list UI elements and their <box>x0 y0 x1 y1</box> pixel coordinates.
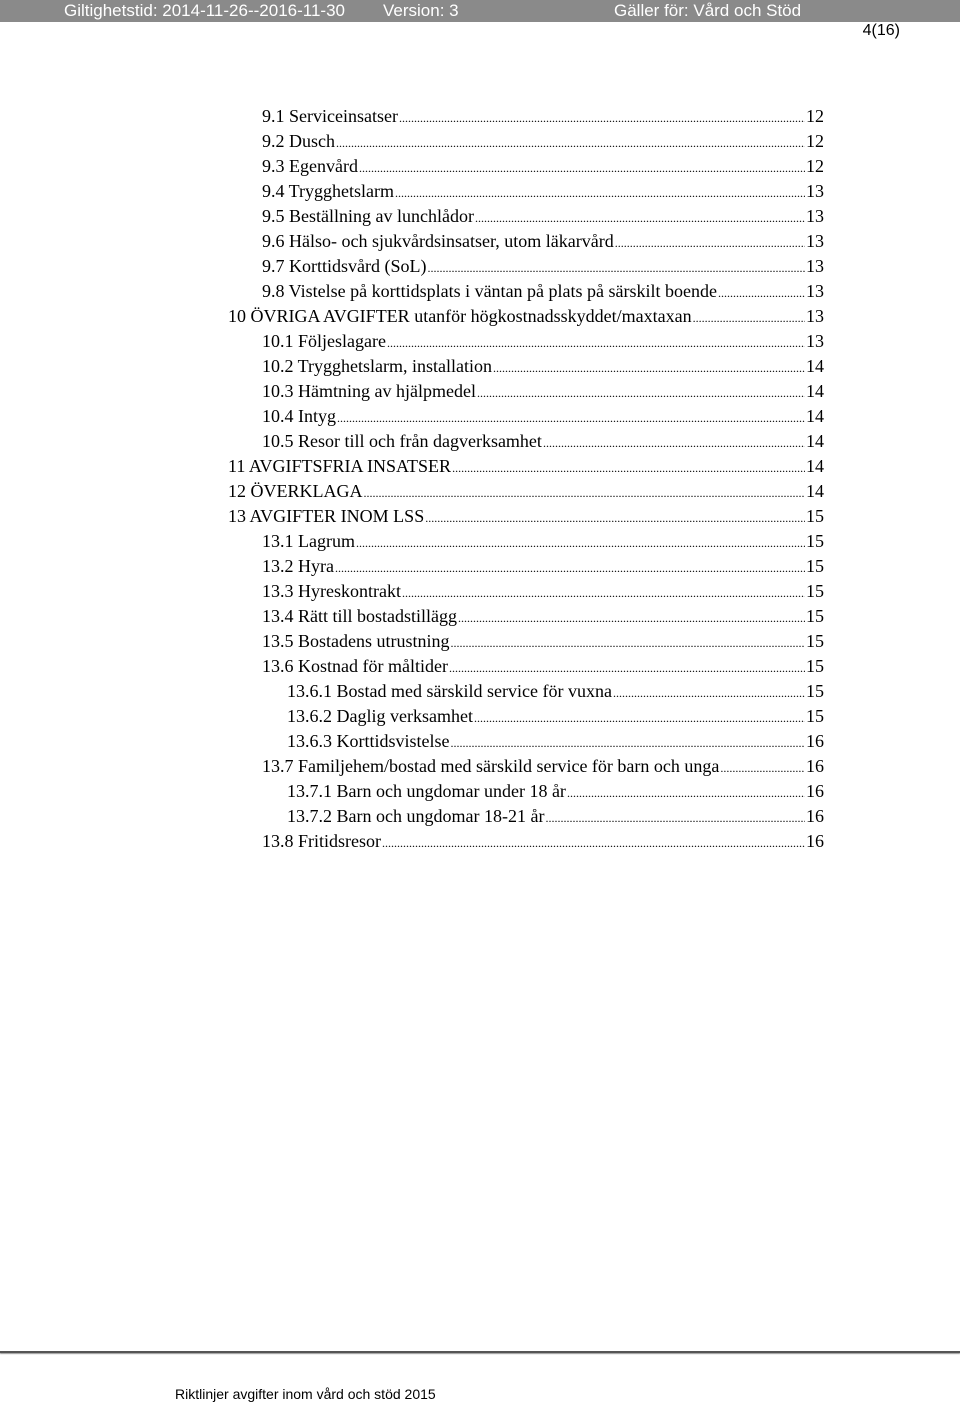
toc-entry-title: 13.7.2 Barn och ungdomar 18-21 år <box>287 806 545 826</box>
toc-entry-page: 15 <box>806 506 824 526</box>
toc-dot-leader <box>451 731 806 756</box>
toc-entry-page: 16 <box>806 731 824 751</box>
toc-entry-page: 15 <box>806 631 824 651</box>
toc-entry-page: 14 <box>806 356 824 376</box>
footer-divider <box>0 1351 960 1353</box>
toc-dot-leader <box>452 456 805 481</box>
toc-dot-leader <box>613 681 805 706</box>
toc-entry-page: 13 <box>806 231 824 251</box>
toc-dot-leader <box>493 356 805 381</box>
toc-dot-leader <box>543 431 805 456</box>
toc-entry[interactable] <box>228 454 824 479</box>
toc-entry[interactable] <box>287 679 824 704</box>
toc-entry-page: 16 <box>806 806 824 826</box>
toc-dot-leader <box>382 831 805 856</box>
toc-entry-page: 14 <box>806 481 824 501</box>
version-label: Version: 3 <box>383 1 459 20</box>
toc-entry-title: 13.8 Fritidsresor <box>262 831 381 851</box>
toc-entry-title: 13.6.3 Korttidsvistelse <box>287 731 450 751</box>
toc-entry-title: 10.2 Trygghetslarm, installation <box>262 356 493 376</box>
toc-dot-leader <box>567 781 805 806</box>
toc-entry-title: 13.2 Hyra <box>262 556 334 576</box>
toc-entry-page: 12 <box>806 131 824 151</box>
toc-entry[interactable] <box>228 304 824 329</box>
toc-dot-leader <box>718 281 805 306</box>
toc-dot-leader <box>449 656 805 681</box>
toc-dot-leader <box>474 706 805 731</box>
validity-period: Giltighetstid: 2014-11-26--2016-11-30 <box>64 1 345 20</box>
toc-entry[interactable] <box>262 579 824 604</box>
toc-entry-title: 13.6 Kostnad för måltider <box>262 656 448 676</box>
toc-dot-leader <box>545 806 805 831</box>
toc-dot-leader <box>451 631 806 656</box>
toc-entry-title: 9.5 Beställning av lunchlådor <box>262 206 474 226</box>
toc-entry-title: 12 ÖVERKLAGA <box>228 481 363 501</box>
toc-entry[interactable] <box>262 429 824 454</box>
toc-entry-page: 15 <box>806 606 824 626</box>
toc-entry[interactable] <box>262 379 824 404</box>
toc-entry-page: 16 <box>806 781 824 801</box>
toc-entry[interactable] <box>262 829 824 854</box>
toc-entry[interactable] <box>287 729 824 754</box>
toc-entry[interactable] <box>262 554 824 579</box>
toc-entry-title: 13.6.2 Daglig verksamhet <box>287 706 473 726</box>
toc-entry-page: 14 <box>806 456 824 476</box>
toc-entry[interactable] <box>287 704 824 729</box>
toc-entry-page: 15 <box>806 681 824 701</box>
toc-entry-title: 9.4 Trygghetslarm <box>262 181 395 201</box>
toc-entry[interactable] <box>287 779 824 804</box>
toc-entry-title: 10.1 Följeslagare <box>262 331 386 351</box>
toc-entry-title: 13.1 Lagrum <box>262 531 355 551</box>
toc-entry-page: 15 <box>806 656 824 676</box>
toc-entry-page: 16 <box>806 831 824 851</box>
toc-entry-page: 13 <box>806 331 824 351</box>
toc-entry[interactable] <box>262 354 824 379</box>
toc-dot-leader <box>395 181 805 206</box>
toc-entry-title: 9.7 Korttidsvård (SoL) <box>262 256 427 276</box>
toc-entry[interactable] <box>262 629 824 654</box>
toc-entry[interactable] <box>262 754 824 779</box>
toc-entry[interactable] <box>262 104 824 129</box>
toc-dot-leader <box>387 331 805 356</box>
toc-entry[interactable] <box>262 654 824 679</box>
toc-dot-leader <box>399 106 805 131</box>
toc-dot-leader <box>402 581 805 606</box>
toc-entry-title: 10.5 Resor till och från dagverksamhet <box>262 431 542 451</box>
toc-entry[interactable] <box>262 154 824 179</box>
toc-dot-leader <box>336 131 805 156</box>
footer-text: Riktlinjer avgifter inom vård och stöd 2015 <box>175 1386 436 1402</box>
toc-dot-leader <box>720 756 805 781</box>
toc-entry-title: 13.7.1 Barn och ungdomar under 18 år <box>287 781 566 801</box>
toc-dot-leader <box>364 481 806 506</box>
toc-entry-page: 14 <box>806 431 824 451</box>
toc-entry-page: 15 <box>806 706 824 726</box>
toc-entry-title: 10 ÖVRIGA AVGIFTER utanför högkostnadsskyddet/maxtaxan <box>228 306 692 326</box>
toc-dot-leader <box>477 381 805 406</box>
page-number: 4(16) <box>862 22 900 39</box>
toc-dot-leader <box>425 506 805 531</box>
toc-dot-leader <box>337 406 805 431</box>
toc-dot-leader <box>693 306 805 331</box>
toc-entry[interactable] <box>262 129 824 154</box>
toc-entry-title: 10.4 Intyg <box>262 406 336 426</box>
toc-entry-page: 13 <box>806 306 824 326</box>
toc-entry[interactable] <box>262 229 824 254</box>
toc-entry-title: 10.3 Hämtning av hjälpmedel <box>262 381 476 401</box>
document-header <box>0 0 960 22</box>
toc-dot-leader <box>356 531 805 556</box>
toc-entry-title: 9.3 Egenvård <box>262 156 358 176</box>
toc-entry-page: 13 <box>806 256 824 276</box>
toc-entry[interactable] <box>228 479 824 504</box>
toc-entry-title: 13 AVGIFTER INOM LSS <box>228 506 425 526</box>
toc-entry-title: 13.7 Familjehem/bostad med särskild service för barn och unga <box>262 756 720 776</box>
toc-entry-page: 13 <box>806 181 824 201</box>
toc-entry[interactable] <box>287 804 824 829</box>
toc-entry-title: 13.3 Hyreskontrakt <box>262 581 401 601</box>
toc-entry-page: 14 <box>806 406 824 426</box>
toc-dot-leader <box>615 231 805 256</box>
toc-entry-page: 14 <box>806 381 824 401</box>
toc-entry-page: 15 <box>806 531 824 551</box>
toc-entry[interactable] <box>262 404 824 429</box>
toc-dot-leader <box>335 556 805 581</box>
toc-entry-page: 13 <box>806 206 824 226</box>
toc-entry[interactable] <box>228 504 824 529</box>
toc-entry[interactable] <box>262 604 824 629</box>
toc-entry-title: 9.1 Serviceinsatser <box>262 106 398 126</box>
toc-entry-title: 13.5 Bostadens utrustning <box>262 631 450 651</box>
toc-entry-page: 16 <box>806 756 824 776</box>
toc-entry-title: 9.8 Vistelse på korttidsplats i väntan på plats på särskilt boende <box>262 281 718 301</box>
toc-entry-title: 9.2 Dusch <box>262 131 335 151</box>
toc-entry-page: 15 <box>806 581 824 601</box>
toc-entry-title: 13.6.1 Bostad med särskild service för vuxna <box>287 681 612 701</box>
toc-entry[interactable] <box>262 529 824 554</box>
toc-entry-page: 12 <box>806 106 824 126</box>
toc-entry-page: 13 <box>806 281 824 301</box>
toc-dot-leader <box>359 156 805 181</box>
toc-entry-page: 15 <box>806 556 824 576</box>
toc-dot-leader <box>458 606 805 631</box>
toc-entry-page: 12 <box>806 156 824 176</box>
toc-entry[interactable] <box>262 279 824 304</box>
toc-entry[interactable] <box>262 254 824 279</box>
applies-to-label: Gäller för: Vård och Stöd <box>614 1 802 20</box>
toc-entry[interactable] <box>262 204 824 229</box>
toc-entry[interactable] <box>262 329 824 354</box>
toc-dot-leader <box>475 206 805 231</box>
toc-entry-title: 13.4 Rätt till bostadstillägg <box>262 606 457 626</box>
toc-entry-title: 11 AVGIFTSFRIA INSATSER <box>228 456 452 476</box>
toc-dot-leader <box>427 256 805 281</box>
toc-entry[interactable] <box>262 179 824 204</box>
toc-entry-title: 9.6 Hälso- och sjukvårdsinsatser, utom läkarvård <box>262 231 614 251</box>
